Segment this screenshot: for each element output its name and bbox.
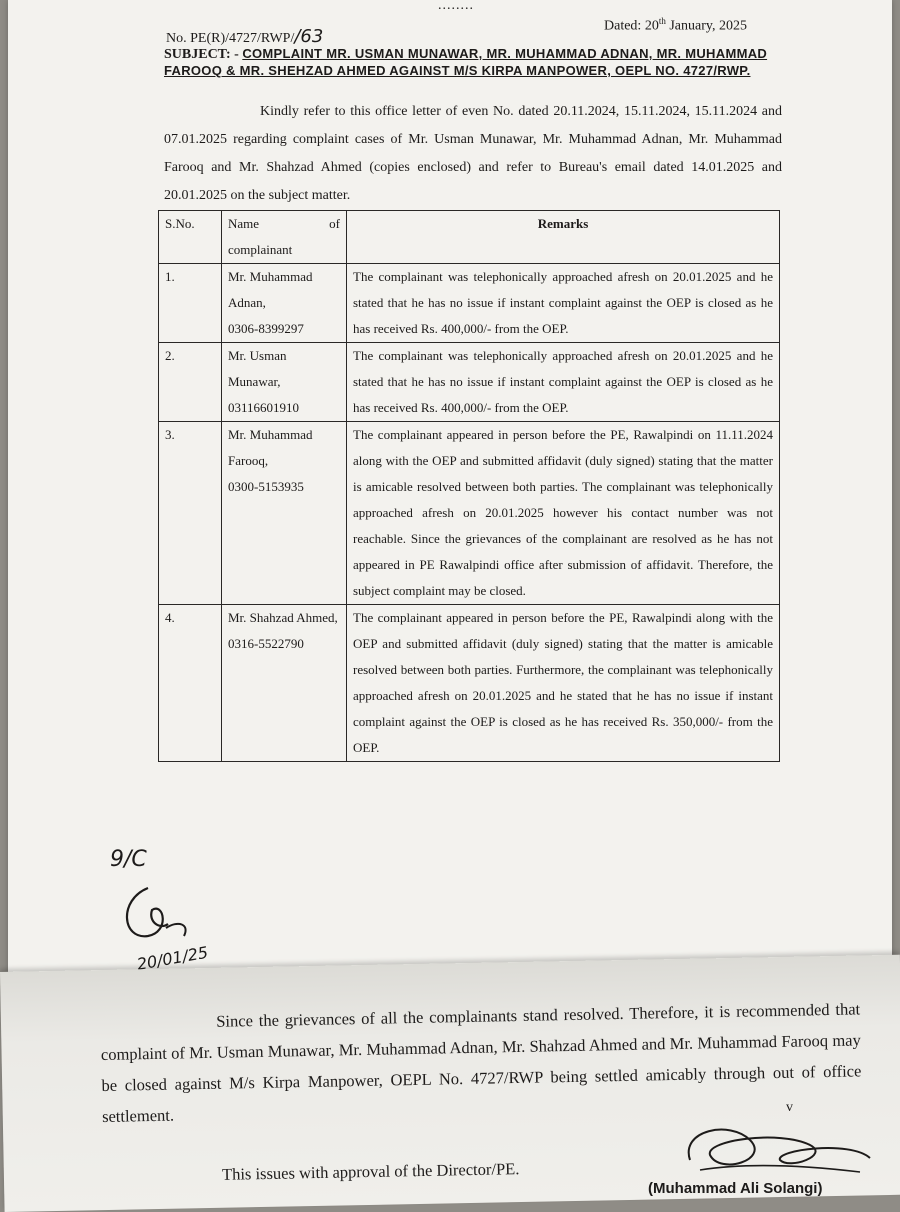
complainant-phone: 0306-8399297 [228, 321, 304, 336]
signatory-name: (Muhammad Ali Solangi) [648, 1180, 823, 1197]
approval-line: This issues with approval of the Director/PE. [221, 1159, 520, 1184]
handwritten-date: 20/01/25 [135, 942, 210, 974]
complainant-name: Mr. Shahzad Ahmed, [228, 610, 338, 625]
remarks-cell: The complainant was telephonically approached afresh on 20.01.2025 and he stated that he has no issue if instant complaint against the OEP is closed as he has received Rs. 400,000/- from the OEP. [347, 343, 780, 422]
handwritten-serial: /63 [294, 26, 324, 47]
handwritten-initials: 9/C [110, 847, 147, 872]
remarks-cell: The complainant was telephonically approached afresh on 20.01.2025 and he stated that he has no issue if instant complaint against the OEP is closed as he has received Rs. 400,000/- from the OEP. [347, 264, 780, 343]
table-row: 2. Mr. Usman Munawar, 03116601910 The complainant was telephonically approached afresh on 20.01.2025 and he stated that he has no issue if instant complaint against the OEP is closed as he has received Rs. 400,000/- from the OEP. [159, 343, 780, 422]
intro-paragraph: Kindly refer to this office letter of even No. dated 20.11.2024, 15.11.2024, 15.11.2024 and 07.01.2025 regarding complaint cases of Mr. Usman Munawar, Mr. Muhammad Adnan, Mr. Muhammad Farooq and Mr. Shahzad Ahmed (copies enclosed) and refer to Bureau's email dated 14.01.2025 and 20.01.2025 on the subject matter. [164, 104, 782, 203]
top-dots: ........ [438, 0, 474, 13]
header-sno: S.No. [159, 211, 222, 264]
reference-number: No. PE(R)/4727/RWP//63 [166, 26, 324, 47]
complainant-phone: 0316-5522790 [228, 636, 304, 651]
header-name: Name of complainant [222, 211, 347, 264]
complainant-name: Mr. Muhammad Farooq, [228, 427, 313, 468]
complainant-name: Mr. Muhammad Adnan, [228, 269, 313, 310]
remarks-cell: The complainant appeared in person before the PE, Rawalpindi along with the OEP and submitted affidavit (duly signed) stating that the matter is amicable resolved between both parties. Furthermore, the complainant was telephonically approached afresh on 20.01.2025 and he stated that he has no issue if instant complaint against the OEP is closed as he has received Rs. 350,000/- from the OEP. [347, 605, 780, 762]
complaints-table [158, 210, 780, 762]
complainant-phone: 0300-5153935 [228, 479, 304, 494]
margin-mark: v [786, 1100, 793, 1115]
handwritten-initials-icon [108, 840, 238, 980]
table-header-row [159, 211, 780, 264]
closing-paragraph: Since the grievances of all the complainants stand resolved. Therefore, it is recommended that complaint of Mr. Usman Munawar, Mr. Muhammad Adnan, Mr. Shahzad Ahmed and Mr. Muhammad Farooq may be closed against M/s Kirpa Manpower, OEPL No. 4727/RWP being settled amicably through out of office settlement. [100, 999, 862, 1126]
letter-date: Dated: 20th January, 2025 [604, 16, 747, 34]
complainant-phone: 03116601910 [228, 400, 300, 415]
remarks-cell: The complainant appeared in person before the PE, Rawalpindi on 11.11.2024 along with the OEP and submitted affidavit (duly signed) stating that the matter is amicable resolved between both parties. The complainant was telephonically approached afresh on 20.01.2025 however his contact number was not reachable. Since the grievances of the complainant are resolved as he has not appeared in PE Rawalpindi office after submission of affidavit. Therefore, the subject complaint may be closed. [347, 422, 780, 605]
complainant-name: Mr. Usman Munawar, [228, 348, 287, 389]
table-row: 1. Mr. Muhammad Adnan, 0306-8399297 The complainant was telephonically approached afresh on 20.01.2025 and he stated that he has no issue if instant complaint against the OEP is closed as he has received Rs. 400,000/- from the OEP. [159, 264, 780, 343]
subject-line: SUBJECT: - COMPLAINT MR. USMAN MUNAWAR, MR. MUHAMMAD ADNAN, MR. MUHAMMAD FAROOQ & MR. SHEHZAD AHMED AGAINST M/S KIRPA MANPOWER, OEPL NO. 4727/RWP. [164, 46, 768, 78]
header-remarks: Remarks [347, 211, 780, 264]
letter-page-1 [8, 0, 892, 980]
table-row: 4. Mr. Shahzad Ahmed, 0316-5522790 The complainant appeared in person before the PE, Rawalpindi along with the OEP and submitted affidavit (duly signed) stating that the matter is amicable resolved between both parties. Furthermore, the complainant was telephonically approached afresh on 20.01.2025 and he stated that he has no issue if instant complaint against the OEP is closed as he has received Rs. 350,000/- from the OEP. [159, 605, 780, 762]
table-row: 3. Mr. Muhammad Farooq, 0300-5153935 The complainant appeared in person before the PE, Rawalpindi on 11.11.2024 along with the OEP and submitted affidavit (duly signed) stating that the matter is amicable resolved between both parties. The complainant was telephonically approached afresh on 20.01.2025 however his contact number was not reachable. Since the grievances of the complainant are resolved as he has not appeared in PE Rawalpindi office after submission of affidavit. Therefore, the subject complaint may be closed. [159, 422, 780, 605]
subject-text: COMPLAINT MR. USMAN MUNAWAR, MR. MUHAMMAD ADNAN, MR. MUHAMMAD FAROOQ & MR. SHEHZAD AHMED AGAINST M/S KIRPA MANPOWER, OEPL NO. 4727/RWP. [164, 46, 768, 78]
